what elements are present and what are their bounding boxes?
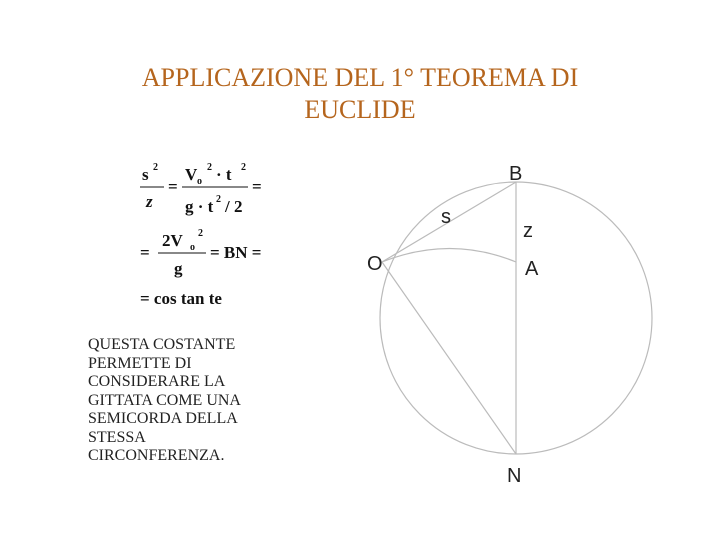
formula-vo: V xyxy=(185,165,198,184)
explanation-line-6: STESSA xyxy=(88,428,146,446)
label-z: z xyxy=(523,220,533,242)
formula-bn: = BN = xyxy=(210,243,262,262)
explanation-line-2: PERMETTE DI xyxy=(88,354,192,372)
formula-s-exp: 2 xyxy=(153,162,158,173)
explanation-line-7: CIRCONFERENZA. xyxy=(88,447,225,464)
formula-eq-3: = xyxy=(140,243,150,262)
title-line-2: EUCLIDE xyxy=(304,95,416,124)
explanation-line-4: GITTATA COME UNA xyxy=(88,391,241,409)
formula-dot-t: · t xyxy=(216,165,232,184)
formula-eq-2: = xyxy=(252,177,262,196)
formula-g: g xyxy=(174,259,183,278)
explanation-line-3: CONSIDERARE LA xyxy=(88,373,226,390)
formula-costante: = cos tan te xyxy=(140,289,222,308)
formula-z: z xyxy=(146,192,153,211)
chord-on xyxy=(382,262,516,454)
label-a: A xyxy=(525,258,539,280)
explanation-line-5: SEMICORDA DELLA xyxy=(88,410,238,427)
title-line-1: APPLICAZIONE DEL 1° TEOREMA DI xyxy=(141,63,579,92)
label-s: s xyxy=(441,206,451,228)
formula-t-exp-2: 2 xyxy=(216,194,221,205)
label-n: N xyxy=(507,465,522,487)
formula-vo-exp: 2 xyxy=(207,162,212,173)
label-o: O xyxy=(367,253,383,275)
formula-over-2: / 2 xyxy=(225,197,243,216)
explanation-line-1: QUESTA COSTANTE xyxy=(88,336,236,353)
formula-two-vo-exp: 2 xyxy=(198,228,203,239)
formula-eq-1: = xyxy=(168,177,178,196)
formula-two-vo: 2V xyxy=(162,231,183,250)
formula-vo-sub: o xyxy=(197,176,202,187)
formula-t-exp: 2 xyxy=(241,162,246,173)
formula-s: s xyxy=(142,165,149,184)
formula-two-vo-sub: o xyxy=(190,242,195,253)
formula-g-t: g · t xyxy=(185,197,214,216)
label-b: B xyxy=(509,163,523,185)
